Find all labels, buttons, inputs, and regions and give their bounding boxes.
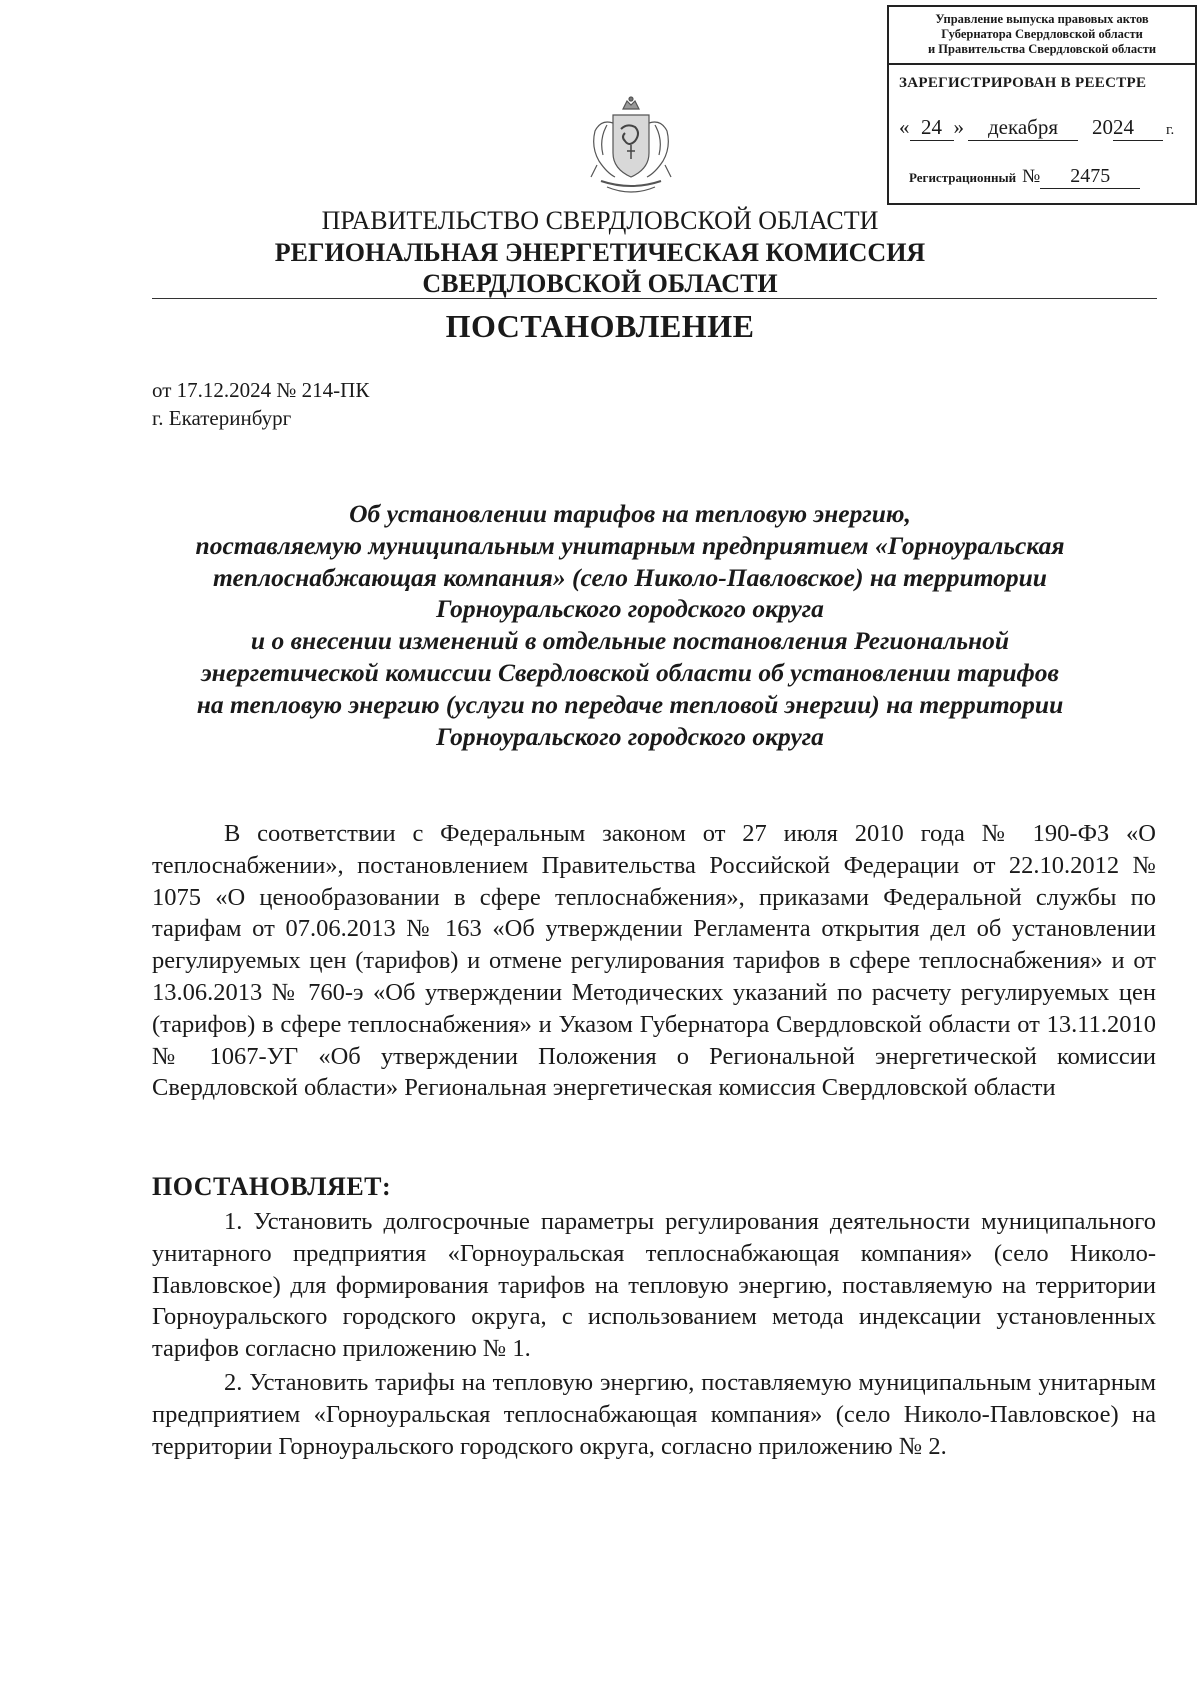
- preamble-section: [152, 818, 1156, 1104]
- commission-title-line-1: РЕГИОНАЛЬНАЯ ЭНЕРГЕТИЧЕСКАЯ КОМИССИЯ: [274, 238, 926, 267]
- document-city: г. Екатеринбург: [152, 406, 292, 430]
- stamp-date: [899, 115, 1174, 141]
- stamp-open-quote: «: [899, 115, 910, 139]
- stamp-number-row: [909, 165, 1140, 189]
- resolves-heading: ПОСТАНОВЛЯЕТ:: [152, 1172, 392, 1201]
- subject-line: Горноуральского городского округа: [436, 594, 824, 624]
- stamp-close-quote: »: [953, 115, 964, 139]
- stamp-line-1: Управление выпуска правовых актов: [935, 12, 1149, 26]
- commission-title-line-2: СВЕРДЛОВСКОЙ ОБЛАСТИ: [422, 269, 778, 298]
- stamp-year-prefix: 20: [1092, 115, 1113, 139]
- decision-item-2: 2. Установить тарифы на тепловую энергию, поставляемую муниципальным унитарным предприятием «Горноуральская теплоснабжающая компания» (село Николо-Павловское) на территории Горноуральского городского округа, согласно приложению № 2.: [152, 1368, 1156, 1460]
- stamp-number-sign: №: [1022, 166, 1041, 187]
- subject-line: Горноуральского городского округа: [436, 721, 824, 751]
- subject-line: и о внесении изменений в отдельные постановления Региональной: [250, 626, 1010, 656]
- decision-items: [152, 1206, 1156, 1462]
- subject-line: поставляемую муниципальным унитарным предприятием «Горноуральская: [195, 530, 1065, 560]
- stamp-day: 24: [910, 115, 954, 141]
- subject-line: на тепловую энергию (услуги по передаче тепловой энергии) на территории: [196, 689, 1064, 719]
- stamp-year-suffix: 24: [1113, 115, 1163, 141]
- stamp-line-2: Губернатора Свердловской области: [941, 27, 1143, 41]
- stamp-year-unit: г.: [1166, 122, 1175, 138]
- registration-stamp: [887, 5, 1197, 205]
- stamp-number: 2475: [1040, 165, 1140, 189]
- stamp-header: [889, 7, 1195, 65]
- document-date-number: от 17.12.2024 № 214-ПК: [152, 378, 370, 402]
- subject-line: теплоснабжающая компания» (село Николо-Павловское) на территории: [213, 562, 1047, 592]
- document-type: ПОСТАНОВЛЕНИЕ: [445, 308, 755, 344]
- decision-item-1: 1. Установить долгосрочные параметры регулирования деятельности муниципального унитарного предприятия «Горноуральская теплоснабжающая компания» (село Николо-Павловское) для формирования тарифов на тепловую энергию, поставляемую на территории Горноуральского городского округа, с использованием метода индексации установленных тарифов согласно приложению № 1.: [152, 1208, 1156, 1363]
- document-subject: [130, 498, 1130, 752]
- stamp-month: декабря: [968, 115, 1078, 141]
- subject-line: энергетической комиссии Свердловской области об установлении тарифов: [201, 657, 1059, 687]
- subject-line: Об установлении тарифов на тепловую энергию,: [349, 499, 911, 528]
- preamble-paragraph: В соответствии с Федеральным законом от 27 июля 2010 года № 190-ФЗ «О теплоснабжении», постановлением Правительства Российской Федерации от 22.10.2012 № 1075 «О ценообразовании в сфере теплоснабжения», приказами Федеральной службы по тарифам от 07.06.2013 № 163 «Об утверждении Регламента открытия дел об установлении регулируемых цен (тарифов) и отмене регулирования тарифов в сфере теплоснабжения» и от 13.06.2013 № 760-э «Об утверждении Методических указаний по расчету регулируемых цен (тарифов) в сфере теплоснабжения» и Указом Губернатора Свердловской области от 13.11.2010 № 1067-УГ «Об утверждении Положения о Региональной энергетической комиссии Свердловской области» Региональная энергетическая комиссия Свердловской области: [152, 820, 1156, 1102]
- coat-of-arms-icon: [585, 95, 677, 201]
- stamp-line-3: и Правительства Свердловской области: [927, 42, 1157, 56]
- stamp-registered-label: ЗАРЕГИСТРИРОВАН В РЕЕСТРЕ: [899, 75, 1147, 91]
- government-title: ПРАВИТЕЛЬСТВО СВЕРДЛОВСКОЙ ОБЛАСТИ: [321, 206, 879, 235]
- header-divider: [152, 298, 1157, 299]
- stamp-number-label: Регистрационный: [909, 170, 1017, 185]
